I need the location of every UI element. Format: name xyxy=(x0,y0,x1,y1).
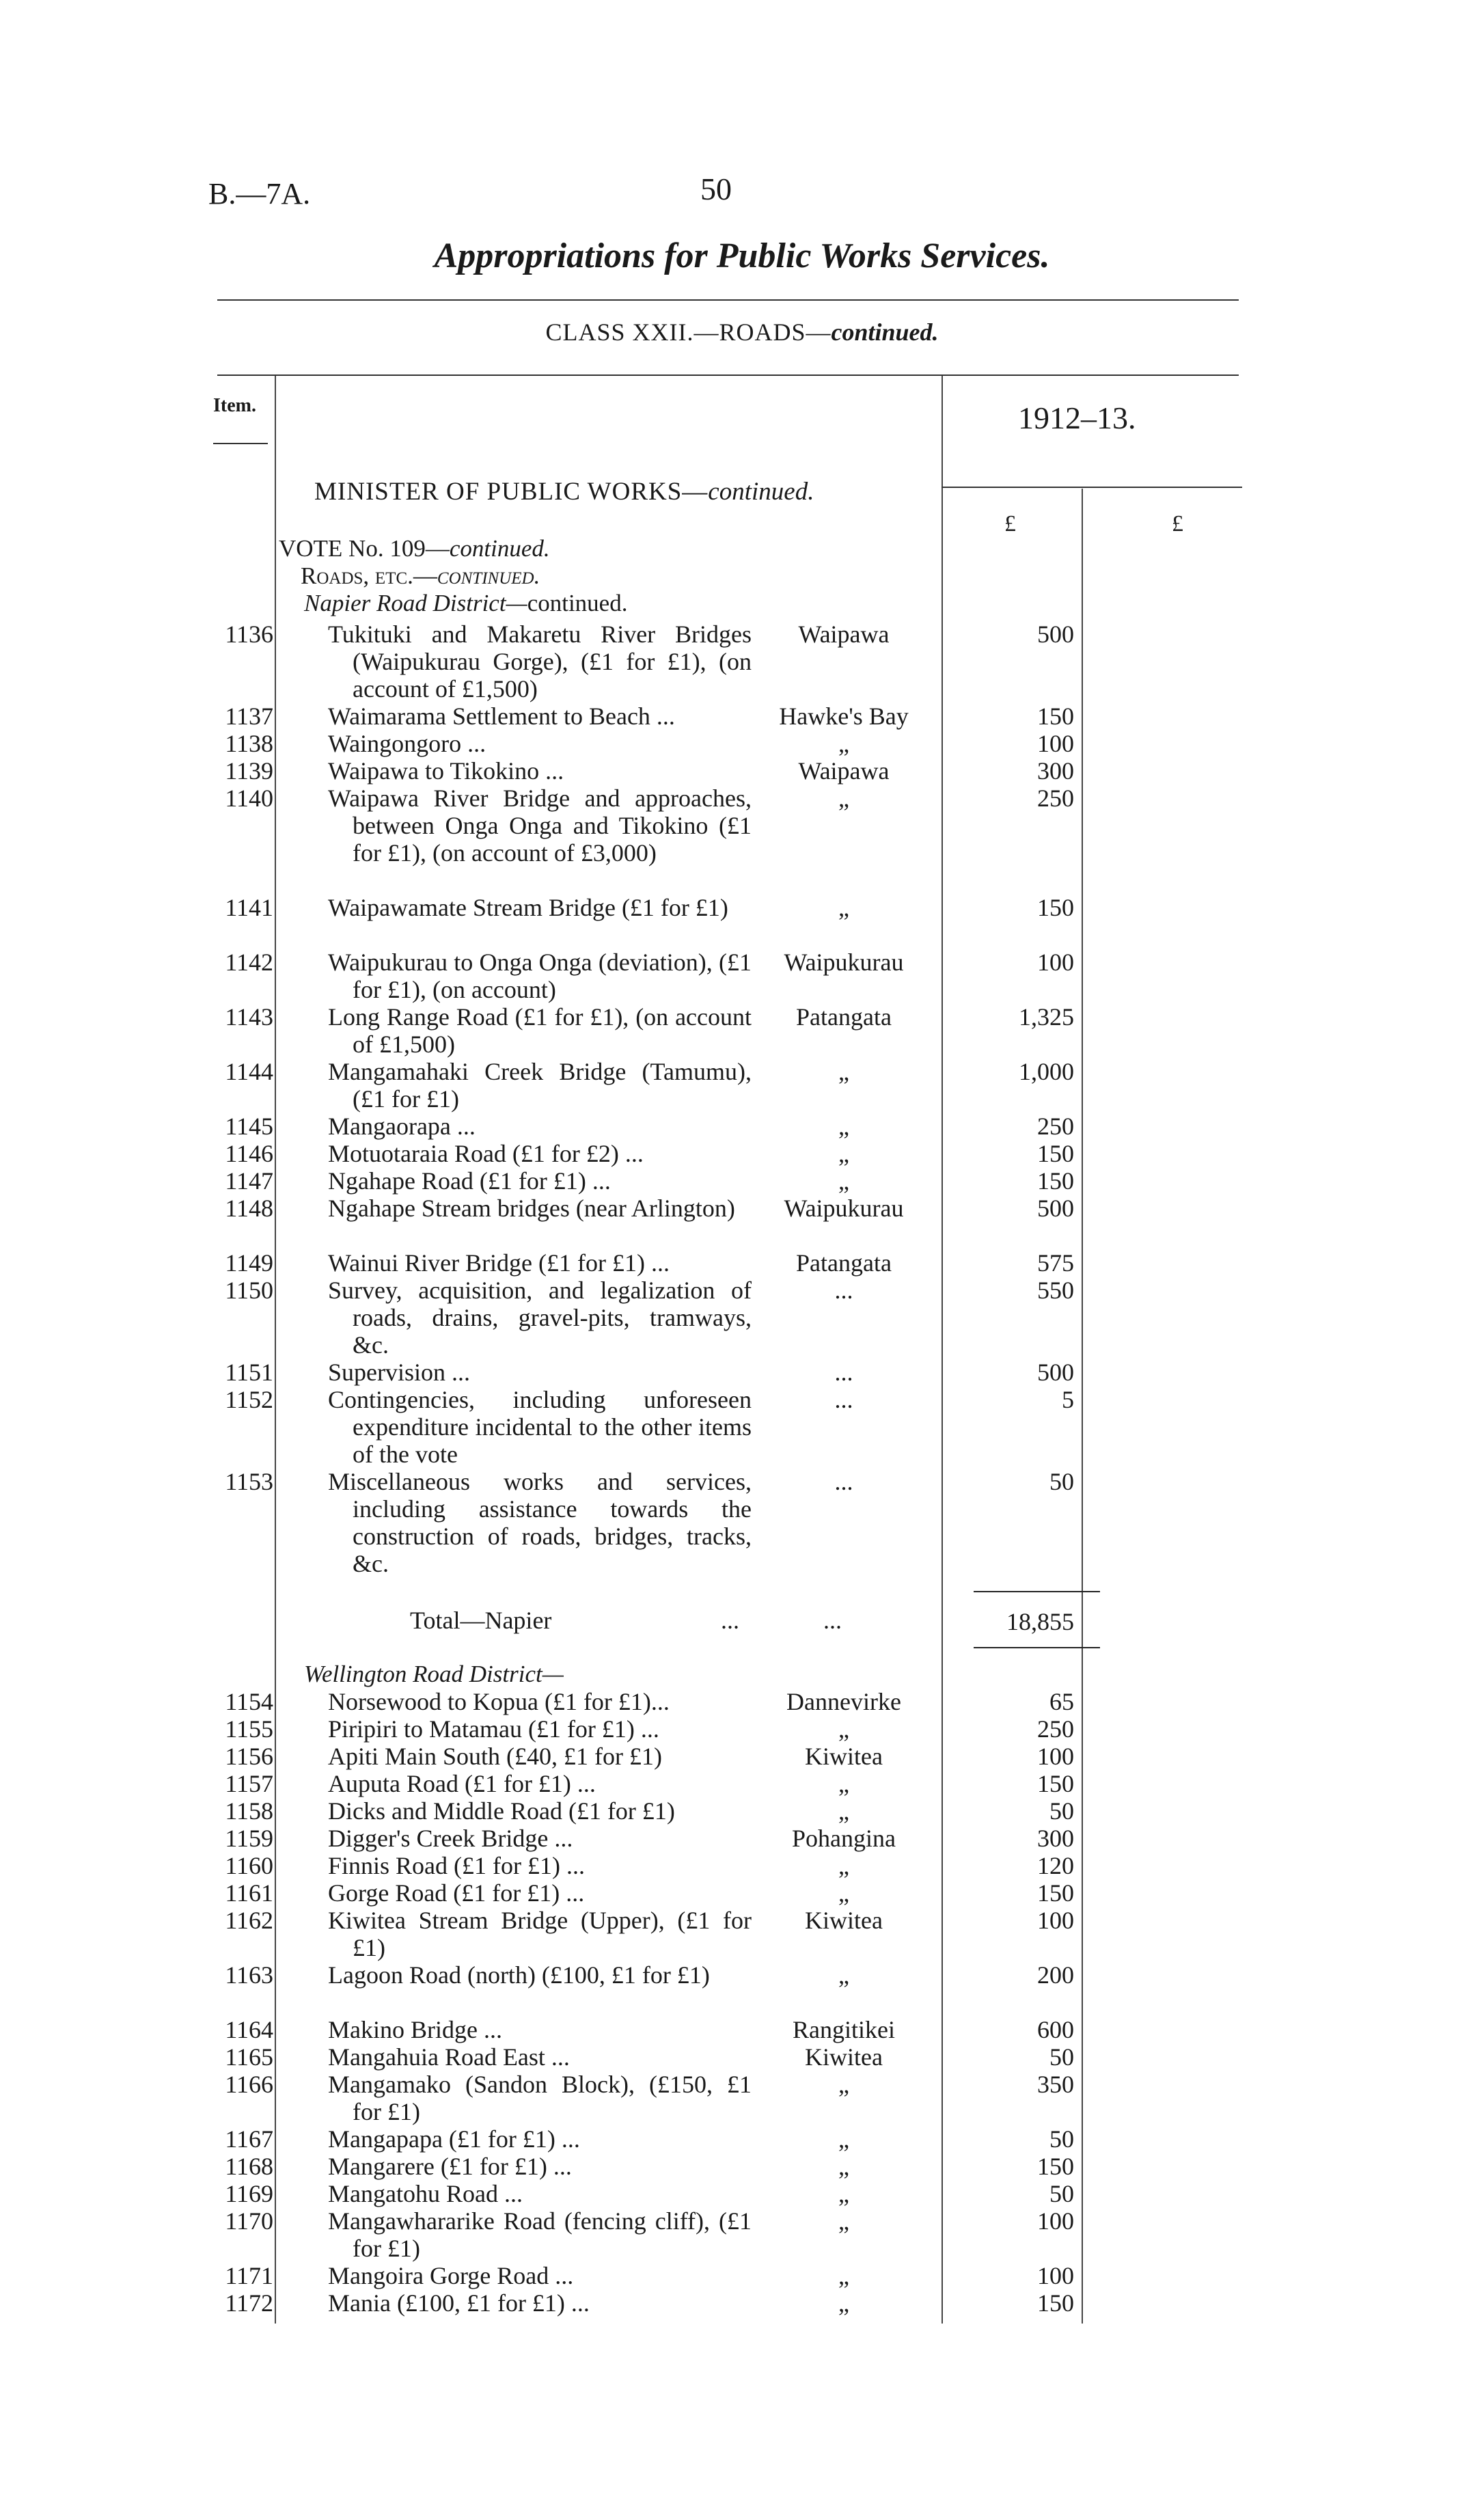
page-number: 50 xyxy=(700,172,732,206)
roads-heading-cont: continued. xyxy=(437,562,540,589)
item-district: Patangata xyxy=(796,1249,892,1277)
item-description: Mangapapa (£1 for £1) ... xyxy=(328,2125,580,2153)
page-title: Appropriations for Public Works Services. xyxy=(434,236,1050,275)
item-district: Waipukurau xyxy=(784,1195,904,1222)
item-amount: 150 xyxy=(1037,1140,1074,1167)
item-amount: 250 xyxy=(1037,1715,1074,1743)
item-number: 1164 xyxy=(225,2016,273,2043)
item-district: „ xyxy=(838,1058,849,1085)
item-district: Waipawa xyxy=(798,621,890,648)
item-column-header: Item. xyxy=(213,395,256,416)
roads-heading-text: Roads, etc.— xyxy=(301,562,437,589)
item-district: Rangitikei xyxy=(793,2016,895,2043)
item-district: „ xyxy=(838,2180,849,2207)
item-description: Waimarama Settlement to Beach ... xyxy=(328,703,675,730)
year-head-underline xyxy=(942,487,1242,488)
item-number: 1139 xyxy=(225,757,273,785)
item-number: 1159 xyxy=(225,1825,273,1852)
item-number: 1154 xyxy=(225,1688,273,1715)
item-district: „ xyxy=(838,1852,849,1879)
item-description: Ngahape Road (£1 for £1) ... xyxy=(328,1167,611,1195)
item-number: 1153 xyxy=(225,1468,273,1495)
item-district: Patangata xyxy=(796,1003,892,1031)
item-number: 1152 xyxy=(225,1386,273,1413)
item-amount: 500 xyxy=(1037,1359,1074,1386)
item-amount: 150 xyxy=(1037,2289,1074,2317)
item-number: 1151 xyxy=(225,1359,273,1386)
item-number: 1162 xyxy=(225,1907,273,1934)
item-amount: 150 xyxy=(1037,894,1074,921)
item-amount: 100 xyxy=(1037,1907,1074,1934)
item-district: „ xyxy=(838,1797,849,1825)
item-amount: 50 xyxy=(1049,2180,1074,2207)
item-amount: 600 xyxy=(1037,2016,1074,2043)
item-amount: 1,000 xyxy=(1019,1058,1074,1085)
item-number: 1158 xyxy=(225,1797,273,1825)
item-description: Mangoira Gorge Road ... xyxy=(328,2262,574,2289)
item-number: 1157 xyxy=(225,1770,273,1797)
item-description: Tukituki and Makaretu River Bridges (Waipukurau Gorge), (£1 for £1), (on account of £1,500) xyxy=(328,621,752,703)
item-description: Waipawa River Bridge and approaches, between Onga Onga and Tikokino (£1 for £1), (on account of £3,000) xyxy=(328,785,752,867)
item-amount: 300 xyxy=(1037,1825,1074,1852)
class-heading-cont: continued. xyxy=(831,318,939,346)
vote-heading-text: VOTE No. 109— xyxy=(279,535,450,562)
table-top-rule xyxy=(217,374,1239,376)
item-amount: 500 xyxy=(1037,1195,1074,1222)
item-description: Mangaorapa ... xyxy=(328,1113,476,1140)
item-district: „ xyxy=(838,1770,849,1797)
item-district: Hawke's Bay xyxy=(779,703,909,730)
item-amount: 100 xyxy=(1037,949,1074,976)
item-number: 1166 xyxy=(225,2071,273,2098)
item-description: Mangarere (£1 for £1) ... xyxy=(328,2153,572,2180)
item-amount: 50 xyxy=(1049,1797,1074,1825)
subtotal-rule-top xyxy=(974,1591,1100,1592)
wellington-district-heading xyxy=(304,1661,564,1688)
item-number: 1142 xyxy=(225,949,273,976)
item-number: 1167 xyxy=(225,2125,273,2153)
item-district: „ xyxy=(838,2207,849,2235)
item-number: 1140 xyxy=(225,785,273,812)
napier-district-title: Napier Road District— xyxy=(304,590,527,616)
item-column-divider xyxy=(275,376,276,2324)
item-number: 1150 xyxy=(225,1277,273,1304)
class-heading xyxy=(0,318,1484,346)
item-description: Mangamahaki Creek Bridge (Tamumu), (£1 for £1) xyxy=(328,1058,752,1113)
total-dots-2: ... xyxy=(823,1607,842,1634)
item-number: 1155 xyxy=(225,1715,273,1743)
item-amount: 575 xyxy=(1037,1249,1074,1277)
item-district: „ xyxy=(838,2153,849,2180)
item-description: Wainui River Bridge (£1 for £1) ... xyxy=(328,1249,670,1277)
item-description: Waingongoro ... xyxy=(328,730,486,757)
item-district: ... xyxy=(834,1468,853,1495)
item-amount: 120 xyxy=(1037,1852,1074,1879)
item-number: 1168 xyxy=(225,2153,273,2180)
item-number: 1148 xyxy=(225,1195,273,1222)
minister-heading-cont: continued. xyxy=(708,478,814,506)
item-description: Motuotaraia Road (£1 for £2) ... xyxy=(328,1140,644,1167)
item-description: Gorge Road (£1 for £1) ... xyxy=(328,1879,585,1907)
pound-header-1: £ xyxy=(1004,511,1016,536)
item-district: Kiwitea xyxy=(805,2043,883,2071)
item-number: 1169 xyxy=(225,2180,273,2207)
item-amount: 250 xyxy=(1037,785,1074,812)
item-district: Waipawa xyxy=(798,757,890,785)
item-description: Digger's Creek Bridge ... xyxy=(328,1825,573,1852)
item-district: Waipukurau xyxy=(784,949,904,976)
item-amount: 100 xyxy=(1037,2262,1074,2289)
item-description: Mangawhararike Road (fencing cliff), (£1 for £1) xyxy=(328,2207,752,2262)
napier-district-heading xyxy=(304,590,627,617)
item-number: 1149 xyxy=(225,1249,273,1277)
item-description: Dicks and Middle Road (£1 for £1) xyxy=(328,1797,675,1825)
item-number: 1156 xyxy=(225,1743,273,1770)
district-column-divider xyxy=(942,376,943,2324)
item-number: 1146 xyxy=(225,1140,273,1167)
item-amount: 300 xyxy=(1037,757,1074,785)
item-district: „ xyxy=(838,1167,849,1195)
item-amount: 100 xyxy=(1037,730,1074,757)
napier-district-cont: continued. xyxy=(527,590,628,616)
total-napier-amount: 18,855 xyxy=(1006,1608,1074,1635)
item-description: Long Range Road (£1 for £1), (on account of £1,500) xyxy=(328,1003,752,1058)
item-district: ... xyxy=(834,1386,853,1413)
item-description: Waipukurau to Onga Onga (deviation), (£1 for £1), (on account) xyxy=(328,949,752,1003)
pound-header-2: £ xyxy=(1172,511,1183,536)
item-number: 1137 xyxy=(225,703,273,730)
item-head-underline xyxy=(213,443,268,444)
item-description: Finnis Road (£1 for £1) ... xyxy=(328,1852,585,1879)
item-district: Kiwitea xyxy=(805,1907,883,1934)
item-number: 1165 xyxy=(225,2043,273,2071)
item-amount: 100 xyxy=(1037,1743,1074,1770)
item-district: „ xyxy=(838,1961,849,1989)
item-description: Makino Bridge ... xyxy=(328,2016,502,2043)
item-district: Pohangina xyxy=(792,1825,896,1852)
item-district: „ xyxy=(838,2125,849,2153)
item-amount: 50 xyxy=(1049,1468,1074,1495)
item-description: Apiti Main South (£40, £1 for £1) xyxy=(328,1743,662,1770)
item-amount: 550 xyxy=(1037,1277,1074,1304)
item-description: Waipawa to Tikokino ... xyxy=(328,757,564,785)
title-rule xyxy=(217,299,1239,301)
document-reference: B.—7A. xyxy=(208,177,311,210)
item-district: „ xyxy=(838,785,849,812)
item-amount: 150 xyxy=(1037,703,1074,730)
year-column-header: 1912–13. xyxy=(1018,400,1136,435)
item-district: „ xyxy=(838,1879,849,1907)
item-district: „ xyxy=(838,730,849,757)
item-amount: 150 xyxy=(1037,1879,1074,1907)
minister-heading-text: MINISTER OF PUBLIC WORKS— xyxy=(314,478,709,506)
item-description: Waipawamate Stream Bridge (£1 for £1) xyxy=(328,894,728,921)
item-amount: 200 xyxy=(1037,1961,1074,1989)
item-description: Mangahuia Road East ... xyxy=(328,2043,570,2071)
item-number: 1143 xyxy=(225,1003,273,1031)
item-district: „ xyxy=(838,2071,849,2098)
item-amount: 5 xyxy=(1062,1386,1074,1413)
item-amount: 50 xyxy=(1049,2125,1074,2153)
item-description: Contingencies, including unforeseen expenditure incidental to the other items of the vote xyxy=(328,1386,752,1468)
vote-heading-cont: continued. xyxy=(449,535,550,562)
item-description: Piripiri to Matamau (£1 for £1) ... xyxy=(328,1715,659,1743)
item-district: Dannevirke xyxy=(786,1688,901,1715)
class-heading-text: CLASS XXII.—ROADS— xyxy=(545,318,832,346)
item-description: Mangatohu Road ... xyxy=(328,2180,523,2207)
item-number: 1171 xyxy=(225,2262,273,2289)
item-number: 1163 xyxy=(225,1961,273,1989)
item-description: Auputa Road (£1 for £1) ... xyxy=(328,1770,596,1797)
item-district: ... xyxy=(834,1277,853,1304)
item-district: „ xyxy=(838,894,849,921)
item-description: Miscellaneous works and services, including assistance towards the construction of roads, bridges, tracks, &c. xyxy=(328,1468,752,1577)
item-number: 1145 xyxy=(225,1113,273,1140)
item-amount: 100 xyxy=(1037,2207,1074,2235)
item-district: „ xyxy=(838,1715,849,1743)
item-district: „ xyxy=(838,1113,849,1140)
item-number: 1160 xyxy=(225,1852,273,1879)
total-dots-1: ... xyxy=(721,1607,739,1634)
item-district: Kiwitea xyxy=(805,1743,883,1770)
item-district: „ xyxy=(838,2262,849,2289)
item-description: Kiwitea Stream Bridge (Upper), (£1 for £1) xyxy=(328,1907,752,1961)
item-number: 1161 xyxy=(225,1879,273,1907)
total-napier-label: Total—Napier xyxy=(410,1607,552,1634)
item-district: „ xyxy=(838,2289,849,2317)
item-number: 1147 xyxy=(225,1167,273,1195)
item-number: 1144 xyxy=(225,1058,273,1085)
item-amount: 150 xyxy=(1037,1770,1074,1797)
item-amount: 150 xyxy=(1037,1167,1074,1195)
item-description: Ngahape Stream bridges (near Arlington) xyxy=(328,1195,735,1222)
item-number: 1136 xyxy=(225,621,273,648)
item-district: „ xyxy=(838,1140,849,1167)
item-amount: 250 xyxy=(1037,1113,1074,1140)
item-number: 1172 xyxy=(225,2289,273,2317)
minister-heading xyxy=(314,477,814,506)
item-number: 1138 xyxy=(225,730,273,757)
item-amount: 50 xyxy=(1049,2043,1074,2071)
item-description: Lagoon Road (north) (£100, £1 for £1) xyxy=(328,1961,710,1989)
item-description: Mangamako (Sandon Block), (£150, £1 for £1) xyxy=(328,2071,752,2125)
item-description: Norsewood to Kopua (£1 for £1)... xyxy=(328,1688,670,1715)
item-description: Supervision ... xyxy=(328,1359,471,1386)
item-amount: 65 xyxy=(1049,1688,1074,1715)
vote-heading xyxy=(279,535,550,562)
roads-heading xyxy=(301,562,540,590)
item-number: 1170 xyxy=(225,2207,273,2235)
item-amount: 350 xyxy=(1037,2071,1074,2098)
item-district: ... xyxy=(834,1359,853,1386)
item-amount: 500 xyxy=(1037,621,1074,648)
item-description: Survey, acquisition, and legalization of roads, drains, gravel-pits, tramways, &c. xyxy=(328,1277,752,1359)
amount-column-divider xyxy=(1082,489,1083,2324)
subtotal-rule-bottom xyxy=(974,1647,1100,1648)
item-amount: 150 xyxy=(1037,2153,1074,2180)
item-amount: 1,325 xyxy=(1019,1003,1074,1031)
item-number: 1141 xyxy=(225,894,273,921)
item-description: Mania (£100, £1 for £1) ... xyxy=(328,2289,590,2317)
wellington-district-title: Wellington Road District— xyxy=(304,1661,564,1687)
